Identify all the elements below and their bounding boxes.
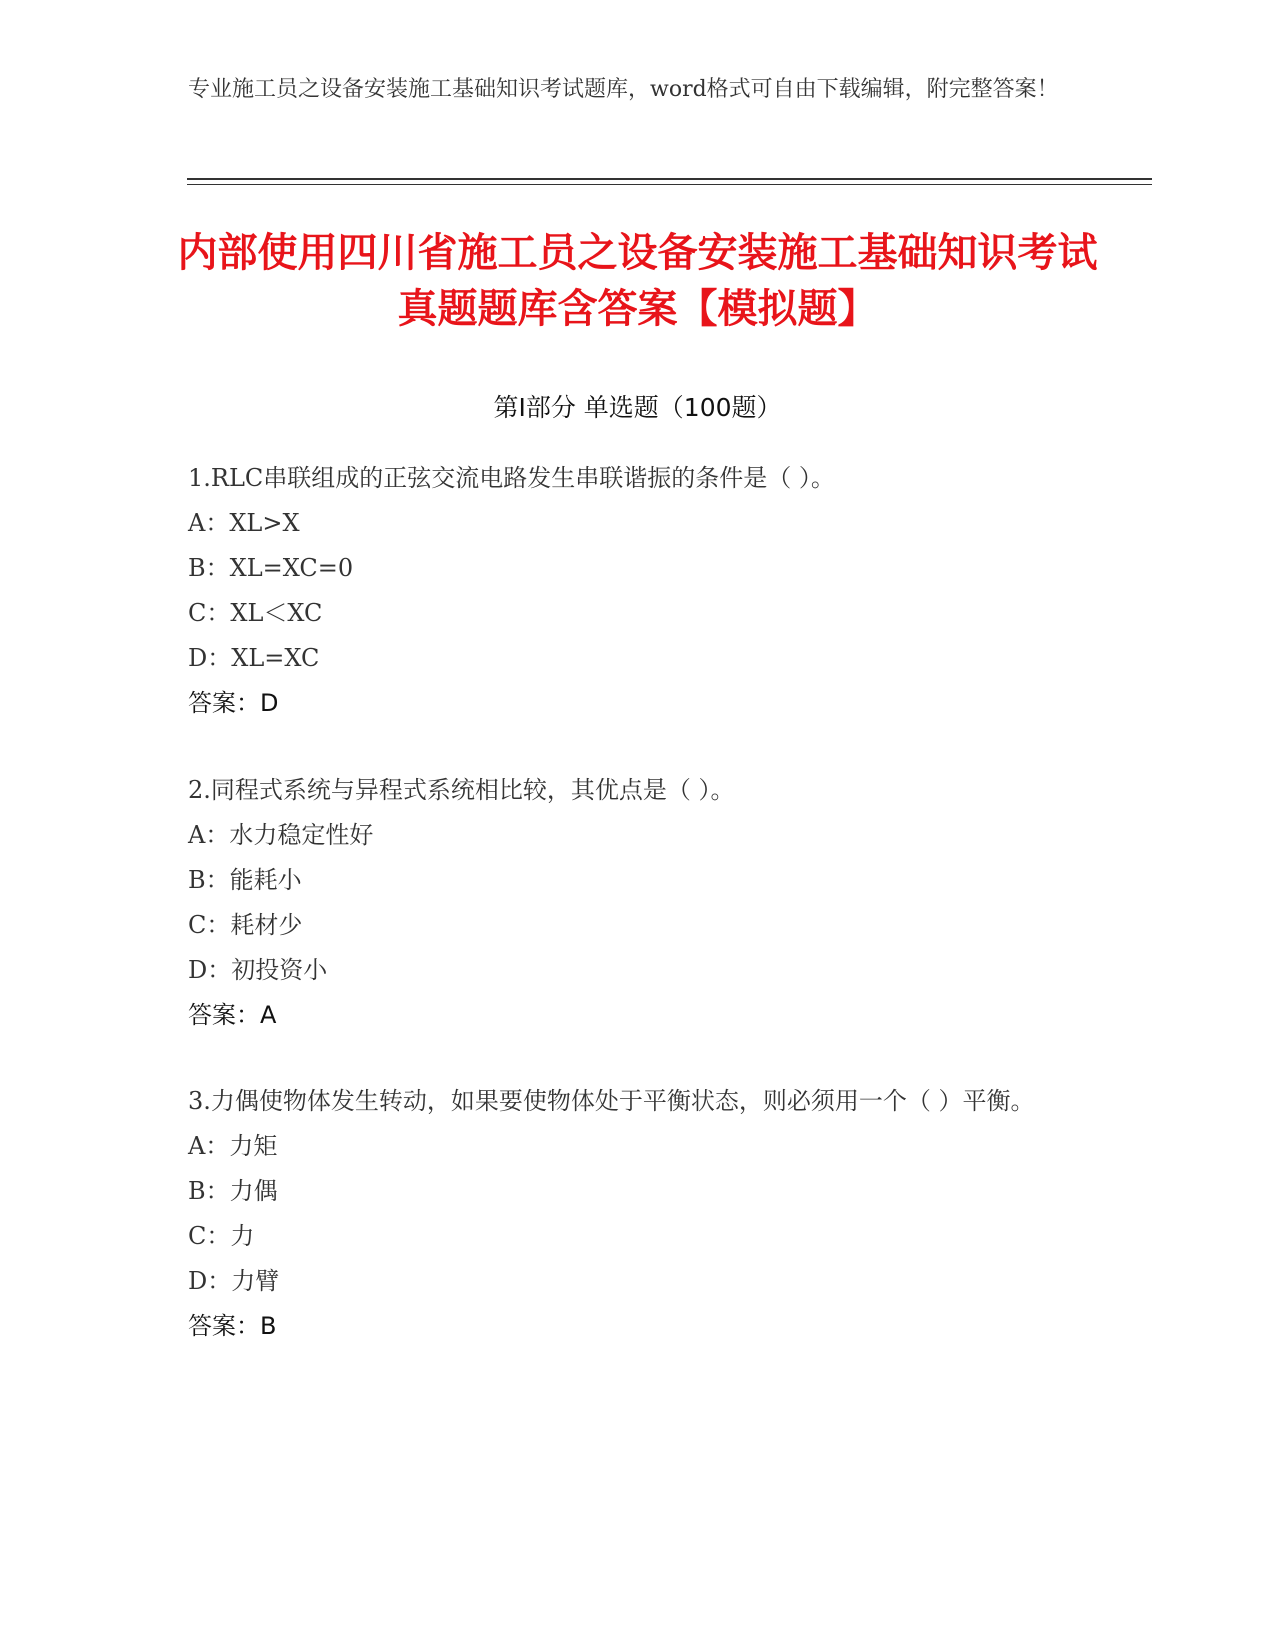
answer: 答案：B	[188, 1312, 277, 1340]
header-divider-thick	[187, 178, 1152, 180]
question-1	[188, 455, 1088, 726]
question-stem: 1.RLC串联组成的正弦交流电路发生串联谐振的条件是（ ）。	[188, 464, 835, 492]
header-divider-thin	[187, 184, 1152, 185]
option-b: B：能耗小	[188, 866, 302, 894]
document-title: 内部使用四川省施工员之设备安装施工基础知识考试真题题库含答案【模拟题】	[177, 230, 1098, 332]
option-a: A：水力稳定性好	[188, 821, 374, 849]
question-3	[188, 1078, 1088, 1349]
option-c: C：耗材少	[188, 911, 303, 939]
question-stem: 3.力偶使物体发生转动，如果要使物体处于平衡状态，则必须用一个（ ）平衡。	[188, 1087, 1035, 1115]
header-note: 专业施工员之设备安装施工基础知识考试题库，word格式可自由下载编辑，附完整答案！	[188, 77, 1059, 102]
question-2	[188, 767, 1088, 1038]
option-b: B：XL=XC=0	[188, 554, 354, 582]
answer: 答案：A	[188, 1001, 277, 1029]
option-b: B：力偶	[188, 1177, 278, 1205]
option-d: D：XL=XC	[188, 644, 320, 672]
question-stem: 2.同程式系统与异程式系统相比较，其优点是（ ）。	[188, 776, 735, 804]
option-d: D：初投资小	[188, 956, 328, 984]
section-heading: 第Ⅰ部分 单选题（100题）	[493, 393, 782, 422]
answer: 答案：D	[188, 689, 279, 717]
option-a: A：XL>X	[188, 509, 300, 537]
option-c: C：XL＜XC	[188, 599, 323, 627]
option-d: D：力臂	[188, 1267, 280, 1295]
option-a: A：力矩	[188, 1132, 278, 1160]
option-c: C：力	[188, 1222, 255, 1250]
